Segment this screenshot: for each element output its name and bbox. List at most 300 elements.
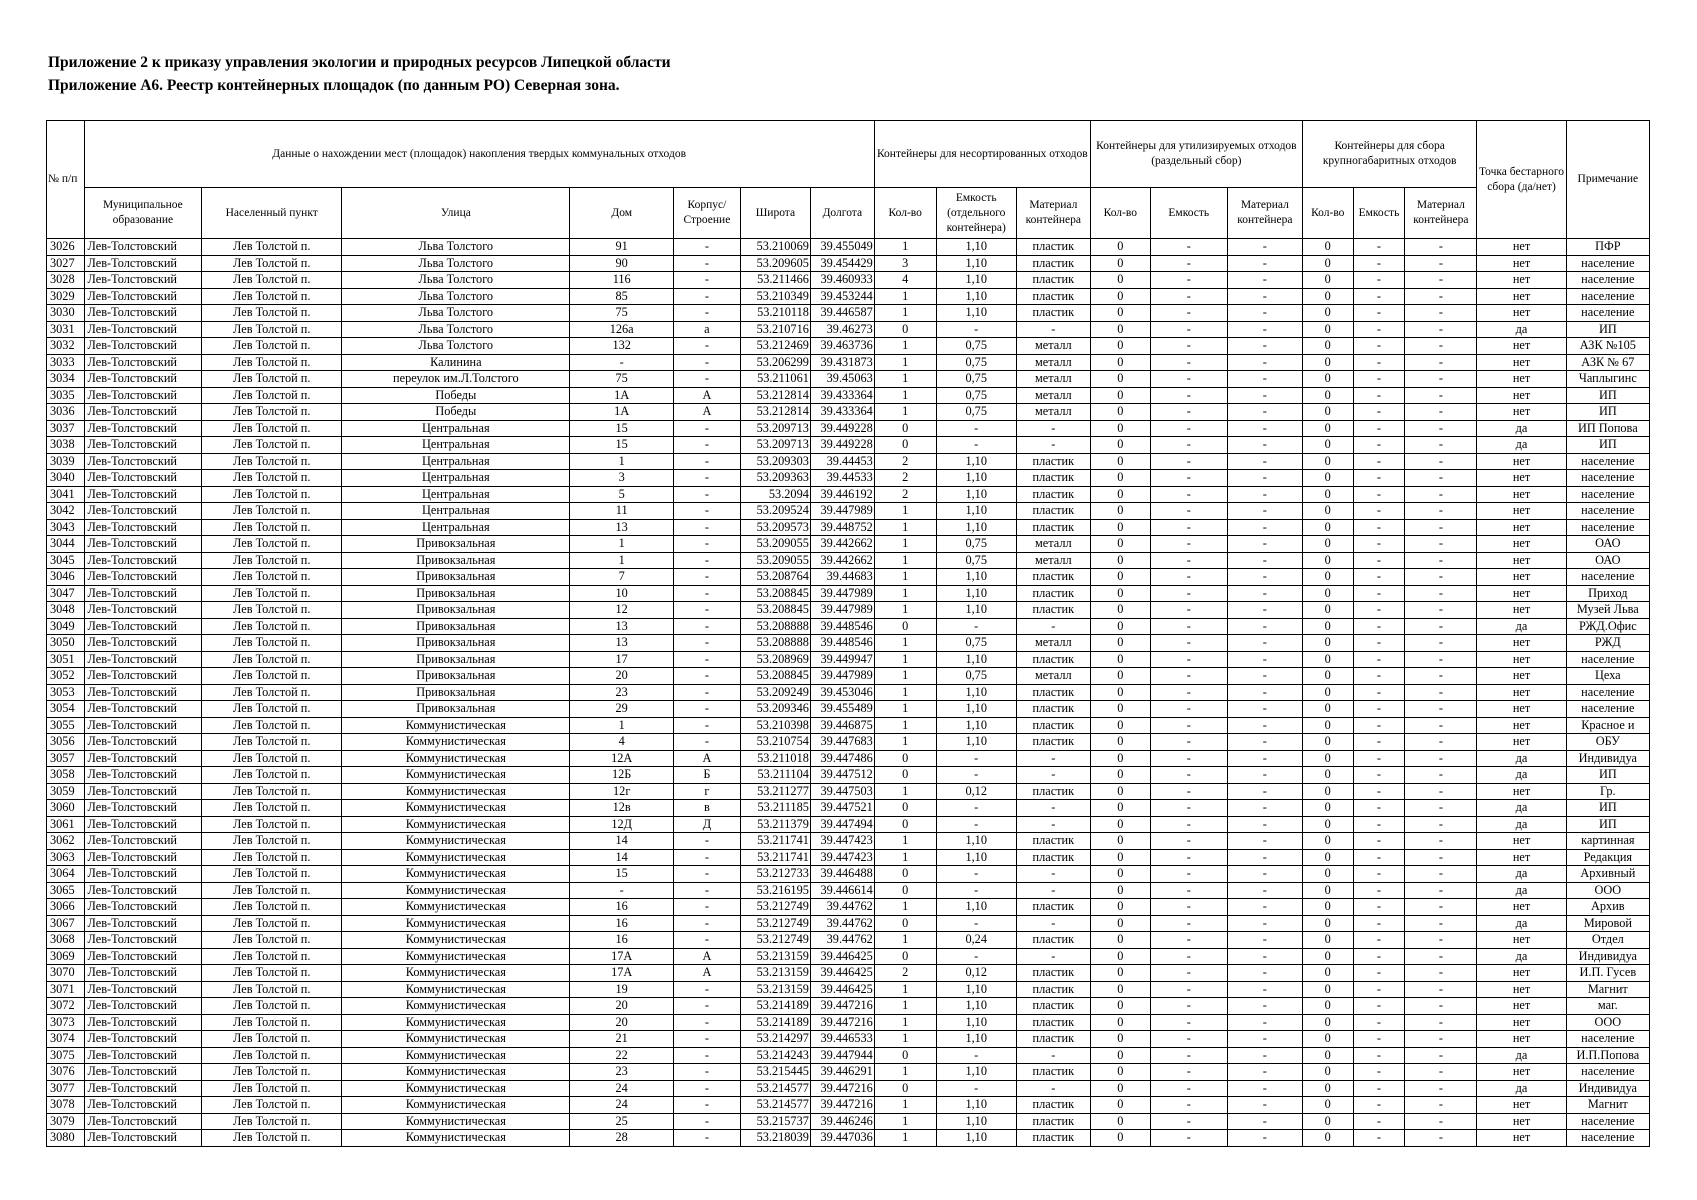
recycle-count-cell: 0: [1090, 1080, 1150, 1097]
latitude-cell: 53.212469: [740, 338, 810, 355]
unsorted-material-cell: пластик: [1016, 1031, 1090, 1048]
unsorted-material-cell: пластик: [1016, 965, 1090, 982]
house-cell: -: [570, 354, 673, 371]
street-cell: Центральная: [342, 453, 570, 470]
recycle-material-cell: -: [1227, 387, 1302, 404]
unsorted-material-cell: пластик: [1016, 239, 1090, 256]
house-cell: 17А: [570, 965, 673, 982]
unsorted-capacity-cell: 1,10: [936, 1113, 1016, 1130]
bulky-count-cell: 0: [1302, 602, 1353, 619]
bulky-count-cell: 0: [1302, 767, 1353, 784]
recycle-count-cell: 0: [1090, 272, 1150, 289]
bulky-capacity-cell: -: [1353, 618, 1405, 635]
unsorted-material-cell: пластик: [1016, 701, 1090, 718]
unsorted-material-cell: металл: [1016, 371, 1090, 388]
street-cell: Центральная: [342, 519, 570, 536]
building-cell: -: [673, 552, 740, 569]
row-number: 3050: [47, 635, 85, 652]
building-cell: -: [673, 1031, 740, 1048]
note-cell: Индивидуа: [1566, 948, 1649, 965]
bulky-count-cell: 0: [1302, 948, 1353, 965]
building-cell: -: [673, 536, 740, 553]
latitude-cell: 53.212814: [740, 387, 810, 404]
unsorted-count-cell: 1: [874, 1113, 936, 1130]
header-col-longitude: Долгота: [810, 188, 874, 239]
building-cell: -: [673, 981, 740, 998]
unsorted-capacity-cell: 0,75: [936, 404, 1016, 421]
municipality-cell: Лев-Толстовский: [84, 437, 202, 454]
house-cell: 13: [570, 635, 673, 652]
bulky-count-cell: 0: [1302, 519, 1353, 536]
bulky-capacity-cell: -: [1353, 470, 1405, 487]
municipality-cell: Лев-Толстовский: [84, 486, 202, 503]
recycle-capacity-cell: -: [1150, 354, 1227, 371]
unsorted-capacity-cell: 0,75: [936, 635, 1016, 652]
table-row: [47, 585, 1650, 602]
unsorted-count-cell: 0: [874, 816, 936, 833]
table-row: [47, 305, 1650, 322]
settlement-cell: Лев Толстой п.: [202, 371, 342, 388]
bulky-count-cell: 0: [1302, 338, 1353, 355]
house-cell: 1: [570, 717, 673, 734]
recycle-capacity-cell: -: [1150, 783, 1227, 800]
longitude-cell: 39.447423: [810, 833, 874, 850]
bagless-cell: да: [1477, 882, 1566, 899]
note-cell: Отдел: [1566, 932, 1649, 949]
bagless-cell: нет: [1477, 1064, 1566, 1081]
house-cell: 75: [570, 305, 673, 322]
row-number: 3074: [47, 1031, 85, 1048]
bulky-count-cell: 0: [1302, 288, 1353, 305]
row-number: 3060: [47, 800, 85, 817]
street-cell: Привокзальная: [342, 635, 570, 652]
recycle-capacity-cell: -: [1150, 651, 1227, 668]
municipality-cell: Лев-Толстовский: [84, 503, 202, 520]
building-cell: -: [673, 1113, 740, 1130]
settlement-cell: Лев Толстой п.: [202, 899, 342, 916]
latitude-cell: 53.214297: [740, 1031, 810, 1048]
bulky-capacity-cell: -: [1353, 915, 1405, 932]
bulky-material-cell: -: [1405, 1047, 1477, 1064]
bulky-material-cell: -: [1405, 635, 1477, 652]
unsorted-count-cell: 1: [874, 338, 936, 355]
recycle-capacity-cell: -: [1150, 1097, 1227, 1114]
house-cell: 13: [570, 618, 673, 635]
bulky-capacity-cell: -: [1353, 866, 1405, 883]
unsorted-capacity-cell: 1,10: [936, 272, 1016, 289]
bulky-material-cell: -: [1405, 849, 1477, 866]
latitude-cell: 53.212814: [740, 404, 810, 421]
settlement-cell: Лев Толстой п.: [202, 849, 342, 866]
building-cell: -: [673, 717, 740, 734]
unsorted-material-cell: металл: [1016, 404, 1090, 421]
note-cell: Магнит: [1566, 1097, 1649, 1114]
recycle-material-cell: -: [1227, 272, 1302, 289]
longitude-cell: 39.44762: [810, 915, 874, 932]
municipality-cell: Лев-Толстовский: [84, 354, 202, 371]
row-number: 3048: [47, 602, 85, 619]
bulky-capacity-cell: -: [1353, 338, 1405, 355]
building-cell: -: [673, 668, 740, 685]
street-cell: Привокзальная: [342, 602, 570, 619]
header-col-unsorted-capacity: Емкость (отдельного контейнера): [936, 188, 1016, 239]
municipality-cell: Лев-Толстовский: [84, 453, 202, 470]
bulky-capacity-cell: -: [1353, 420, 1405, 437]
street-cell: Коммунистическая: [342, 998, 570, 1015]
row-number: 3051: [47, 651, 85, 668]
municipality-cell: Лев-Толстовский: [84, 404, 202, 421]
house-cell: 7: [570, 569, 673, 586]
bulky-capacity-cell: -: [1353, 519, 1405, 536]
latitude-cell: 53.214189: [740, 1014, 810, 1031]
settlement-cell: Лев Толстой п.: [202, 618, 342, 635]
latitude-cell: 53.210069: [740, 239, 810, 256]
longitude-cell: 39.447683: [810, 734, 874, 751]
note-cell: население: [1566, 503, 1649, 520]
bagless-cell: нет: [1477, 519, 1566, 536]
unsorted-material-cell: пластик: [1016, 1064, 1090, 1081]
bulky-material-cell: -: [1405, 684, 1477, 701]
page-title: Приложение 2 к приказу управления экологии и природных ресурсов Липецкой области: [48, 54, 671, 71]
recycle-material-cell: -: [1227, 882, 1302, 899]
bagless-cell: да: [1477, 915, 1566, 932]
note-cell: ОБУ: [1566, 734, 1649, 751]
recycle-material-cell: -: [1227, 503, 1302, 520]
latitude-cell: 53.210349: [740, 288, 810, 305]
note-cell: ИП: [1566, 404, 1649, 421]
municipality-cell: Лев-Толстовский: [84, 783, 202, 800]
bagless-cell: нет: [1477, 1014, 1566, 1031]
house-cell: 132: [570, 338, 673, 355]
bulky-capacity-cell: -: [1353, 833, 1405, 850]
settlement-cell: Лев Толстой п.: [202, 1130, 342, 1147]
unsorted-count-cell: 1: [874, 701, 936, 718]
bulky-material-cell: -: [1405, 701, 1477, 718]
house-cell: 23: [570, 684, 673, 701]
unsorted-count-cell: 3: [874, 255, 936, 272]
row-number: 3065: [47, 882, 85, 899]
house-cell: 20: [570, 998, 673, 1015]
longitude-cell: 39.447216: [810, 1080, 874, 1097]
bulky-capacity-cell: -: [1353, 453, 1405, 470]
unsorted-material-cell: -: [1016, 948, 1090, 965]
bagless-cell: нет: [1477, 1113, 1566, 1130]
street-cell: Коммунистическая: [342, 915, 570, 932]
recycle-material-cell: -: [1227, 1097, 1302, 1114]
row-number: 3042: [47, 503, 85, 520]
table-row: [47, 849, 1650, 866]
row-number: 3054: [47, 701, 85, 718]
registry-table: [46, 120, 1650, 1147]
note-cell: население: [1566, 684, 1649, 701]
bulky-material-cell: -: [1405, 866, 1477, 883]
table-row: [47, 1064, 1650, 1081]
longitude-cell: 39.446587: [810, 305, 874, 322]
note-cell: население: [1566, 470, 1649, 487]
note-cell: ИП Попова: [1566, 420, 1649, 437]
municipality-cell: Лев-Толстовский: [84, 1047, 202, 1064]
house-cell: 12А: [570, 750, 673, 767]
settlement-cell: Лев Толстой п.: [202, 1014, 342, 1031]
bulky-capacity-cell: -: [1353, 602, 1405, 619]
latitude-cell: 53.210118: [740, 305, 810, 322]
unsorted-count-cell: 1: [874, 998, 936, 1015]
bulky-capacity-cell: -: [1353, 1113, 1405, 1130]
longitude-cell: 39.447521: [810, 800, 874, 817]
table-row: [47, 272, 1650, 289]
bulky-material-cell: -: [1405, 305, 1477, 322]
bulky-count-cell: 0: [1302, 354, 1353, 371]
latitude-cell: 53.212733: [740, 866, 810, 883]
recycle-material-cell: -: [1227, 701, 1302, 718]
settlement-cell: Лев Толстой п.: [202, 932, 342, 949]
unsorted-capacity-cell: 1,10: [936, 684, 1016, 701]
settlement-cell: Лев Толстой п.: [202, 404, 342, 421]
unsorted-material-cell: металл: [1016, 338, 1090, 355]
bulky-count-cell: 0: [1302, 1047, 1353, 1064]
bulky-capacity-cell: -: [1353, 585, 1405, 602]
bulky-capacity-cell: -: [1353, 387, 1405, 404]
longitude-cell: 39.447423: [810, 849, 874, 866]
street-cell: Привокзальная: [342, 618, 570, 635]
unsorted-capacity-cell: -: [936, 800, 1016, 817]
recycle-capacity-cell: -: [1150, 915, 1227, 932]
bulky-material-cell: -: [1405, 965, 1477, 982]
bulky-capacity-cell: -: [1353, 371, 1405, 388]
unsorted-material-cell: пластик: [1016, 272, 1090, 289]
note-cell: население: [1566, 453, 1649, 470]
table-row: [47, 288, 1650, 305]
bulky-capacity-cell: -: [1353, 255, 1405, 272]
recycle-material-cell: -: [1227, 338, 1302, 355]
municipality-cell: Лев-Толстовский: [84, 618, 202, 635]
table-row: [47, 816, 1650, 833]
municipality-cell: Лев-Толстовский: [84, 932, 202, 949]
building-cell: -: [673, 585, 740, 602]
street-cell: Коммунистическая: [342, 783, 570, 800]
latitude-cell: 53.211466: [740, 272, 810, 289]
recycle-material-cell: -: [1227, 734, 1302, 751]
row-number: 3026: [47, 239, 85, 256]
settlement-cell: Лев Толстой п.: [202, 948, 342, 965]
house-cell: 13: [570, 519, 673, 536]
unsorted-capacity-cell: 1,10: [936, 453, 1016, 470]
table-row: [47, 519, 1650, 536]
bulky-capacity-cell: -: [1353, 998, 1405, 1015]
bulky-capacity-cell: -: [1353, 552, 1405, 569]
bulky-capacity-cell: -: [1353, 1014, 1405, 1031]
recycle-count-cell: 0: [1090, 651, 1150, 668]
note-cell: ООО: [1566, 1014, 1649, 1031]
row-number: 3053: [47, 684, 85, 701]
header-col-unsorted-count: Кол-во: [874, 188, 936, 239]
unsorted-material-cell: пластик: [1016, 651, 1090, 668]
note-cell: РЖД: [1566, 635, 1649, 652]
unsorted-material-cell: -: [1016, 618, 1090, 635]
bulky-count-cell: 0: [1302, 651, 1353, 668]
bulky-material-cell: -: [1405, 981, 1477, 998]
unsorted-material-cell: -: [1016, 882, 1090, 899]
house-cell: 20: [570, 1014, 673, 1031]
unsorted-material-cell: металл: [1016, 668, 1090, 685]
bulky-count-cell: 0: [1302, 1031, 1353, 1048]
recycle-capacity-cell: -: [1150, 387, 1227, 404]
unsorted-material-cell: пластик: [1016, 833, 1090, 850]
bagless-cell: нет: [1477, 932, 1566, 949]
longitude-cell: 39.433364: [810, 387, 874, 404]
latitude-cell: 53.209055: [740, 552, 810, 569]
recycle-capacity-cell: -: [1150, 437, 1227, 454]
bagless-cell: нет: [1477, 1130, 1566, 1147]
unsorted-capacity-cell: 0,75: [936, 371, 1016, 388]
bulky-count-cell: 0: [1302, 387, 1353, 404]
building-cell: г: [673, 783, 740, 800]
bulky-material-cell: -: [1405, 750, 1477, 767]
bulky-count-cell: 0: [1302, 1130, 1353, 1147]
latitude-cell: 53.214243: [740, 1047, 810, 1064]
unsorted-capacity-cell: 1,10: [936, 849, 1016, 866]
settlement-cell: Лев Толстой п.: [202, 1031, 342, 1048]
building-cell: -: [673, 420, 740, 437]
table-row: [47, 354, 1650, 371]
bagless-cell: да: [1477, 750, 1566, 767]
table-row: [47, 635, 1650, 652]
house-cell: 17: [570, 651, 673, 668]
recycle-material-cell: -: [1227, 1130, 1302, 1147]
unsorted-count-cell: 1: [874, 519, 936, 536]
latitude-cell: 53.214189: [740, 998, 810, 1015]
settlement-cell: Лев Толстой п.: [202, 255, 342, 272]
bulky-material-cell: -: [1405, 651, 1477, 668]
recycle-capacity-cell: -: [1150, 932, 1227, 949]
unsorted-count-cell: 1: [874, 354, 936, 371]
bulky-count-cell: 0: [1302, 1097, 1353, 1114]
recycle-count-cell: 0: [1090, 849, 1150, 866]
unsorted-material-cell: пластик: [1016, 470, 1090, 487]
longitude-cell: 39.455489: [810, 701, 874, 718]
longitude-cell: 39.447989: [810, 602, 874, 619]
note-cell: население: [1566, 1113, 1649, 1130]
recycle-material-cell: -: [1227, 1064, 1302, 1081]
recycle-material-cell: -: [1227, 420, 1302, 437]
note-cell: население: [1566, 701, 1649, 718]
unsorted-capacity-cell: 1,10: [936, 981, 1016, 998]
building-cell: -: [673, 354, 740, 371]
unsorted-capacity-cell: 1,10: [936, 239, 1016, 256]
unsorted-capacity-cell: -: [936, 321, 1016, 338]
bulky-count-cell: 0: [1302, 783, 1353, 800]
bagless-cell: нет: [1477, 717, 1566, 734]
house-cell: 29: [570, 701, 673, 718]
building-cell: -: [673, 272, 740, 289]
building-cell: -: [673, 1014, 740, 1031]
unsorted-count-cell: 1: [874, 899, 936, 916]
bulky-material-cell: -: [1405, 321, 1477, 338]
settlement-cell: Лев Толстой п.: [202, 684, 342, 701]
bagless-cell: нет: [1477, 387, 1566, 404]
bagless-cell: нет: [1477, 635, 1566, 652]
municipality-cell: Лев-Толстовский: [84, 387, 202, 404]
building-cell: -: [673, 701, 740, 718]
bagless-cell: да: [1477, 420, 1566, 437]
street-cell: Коммунистическая: [342, 717, 570, 734]
unsorted-count-cell: 0: [874, 948, 936, 965]
house-cell: 85: [570, 288, 673, 305]
row-number: 3041: [47, 486, 85, 503]
bulky-capacity-cell: -: [1353, 882, 1405, 899]
unsorted-material-cell: -: [1016, 816, 1090, 833]
bagless-cell: да: [1477, 816, 1566, 833]
table-row: [47, 404, 1650, 421]
building-cell: в: [673, 800, 740, 817]
unsorted-count-cell: 1: [874, 288, 936, 305]
longitude-cell: 39.447944: [810, 1047, 874, 1064]
header-recycle-group: Контейнеры для утилизируемых отходов (раздельный сбор): [1090, 121, 1302, 188]
row-number: 3035: [47, 387, 85, 404]
bulky-capacity-cell: -: [1353, 684, 1405, 701]
latitude-cell: 53.208888: [740, 635, 810, 652]
municipality-cell: Лев-Толстовский: [84, 272, 202, 289]
row-number: 3055: [47, 717, 85, 734]
recycle-capacity-cell: -: [1150, 552, 1227, 569]
latitude-cell: 53.211741: [740, 833, 810, 850]
street-cell: Калинина: [342, 354, 570, 371]
bagless-cell: нет: [1477, 486, 1566, 503]
house-cell: 1А: [570, 404, 673, 421]
recycle-capacity-cell: -: [1150, 948, 1227, 965]
bulky-material-cell: -: [1405, 1031, 1477, 1048]
longitude-cell: 39.455049: [810, 239, 874, 256]
municipality-cell: Лев-Толстовский: [84, 552, 202, 569]
street-cell: Привокзальная: [342, 569, 570, 586]
unsorted-capacity-cell: 1,10: [936, 288, 1016, 305]
longitude-cell: 39.447989: [810, 503, 874, 520]
recycle-count-cell: 0: [1090, 734, 1150, 751]
unsorted-capacity-cell: 0,75: [936, 338, 1016, 355]
longitude-cell: 39.44762: [810, 899, 874, 916]
street-cell: переулок им.Л.Толстого: [342, 371, 570, 388]
latitude-cell: 53.211741: [740, 849, 810, 866]
table-row: [47, 239, 1650, 256]
recycle-material-cell: -: [1227, 255, 1302, 272]
municipality-cell: Лев-Толстовский: [84, 767, 202, 784]
recycle-count-cell: 0: [1090, 866, 1150, 883]
note-cell: Архив: [1566, 899, 1649, 916]
street-cell: Коммунистическая: [342, 1014, 570, 1031]
house-cell: 24: [570, 1097, 673, 1114]
settlement-cell: Лев Толстой п.: [202, 816, 342, 833]
unsorted-count-cell: 0: [874, 420, 936, 437]
header-unsorted-group: Контейнеры для несортированных отходов: [874, 121, 1090, 188]
house-cell: 90: [570, 255, 673, 272]
bulky-capacity-cell: -: [1353, 981, 1405, 998]
bagless-cell: нет: [1477, 965, 1566, 982]
building-cell: -: [673, 684, 740, 701]
unsorted-count-cell: 1: [874, 981, 936, 998]
latitude-cell: 53.210398: [740, 717, 810, 734]
recycle-count-cell: 0: [1090, 701, 1150, 718]
municipality-cell: Лев-Толстовский: [84, 1031, 202, 1048]
unsorted-capacity-cell: 0,75: [936, 536, 1016, 553]
note-cell: население: [1566, 651, 1649, 668]
building-cell: -: [673, 1064, 740, 1081]
house-cell: 16: [570, 932, 673, 949]
unsorted-material-cell: пластик: [1016, 486, 1090, 503]
unsorted-count-cell: 1: [874, 1064, 936, 1081]
building-cell: а: [673, 321, 740, 338]
recycle-count-cell: 0: [1090, 915, 1150, 932]
unsorted-count-cell: 0: [874, 882, 936, 899]
